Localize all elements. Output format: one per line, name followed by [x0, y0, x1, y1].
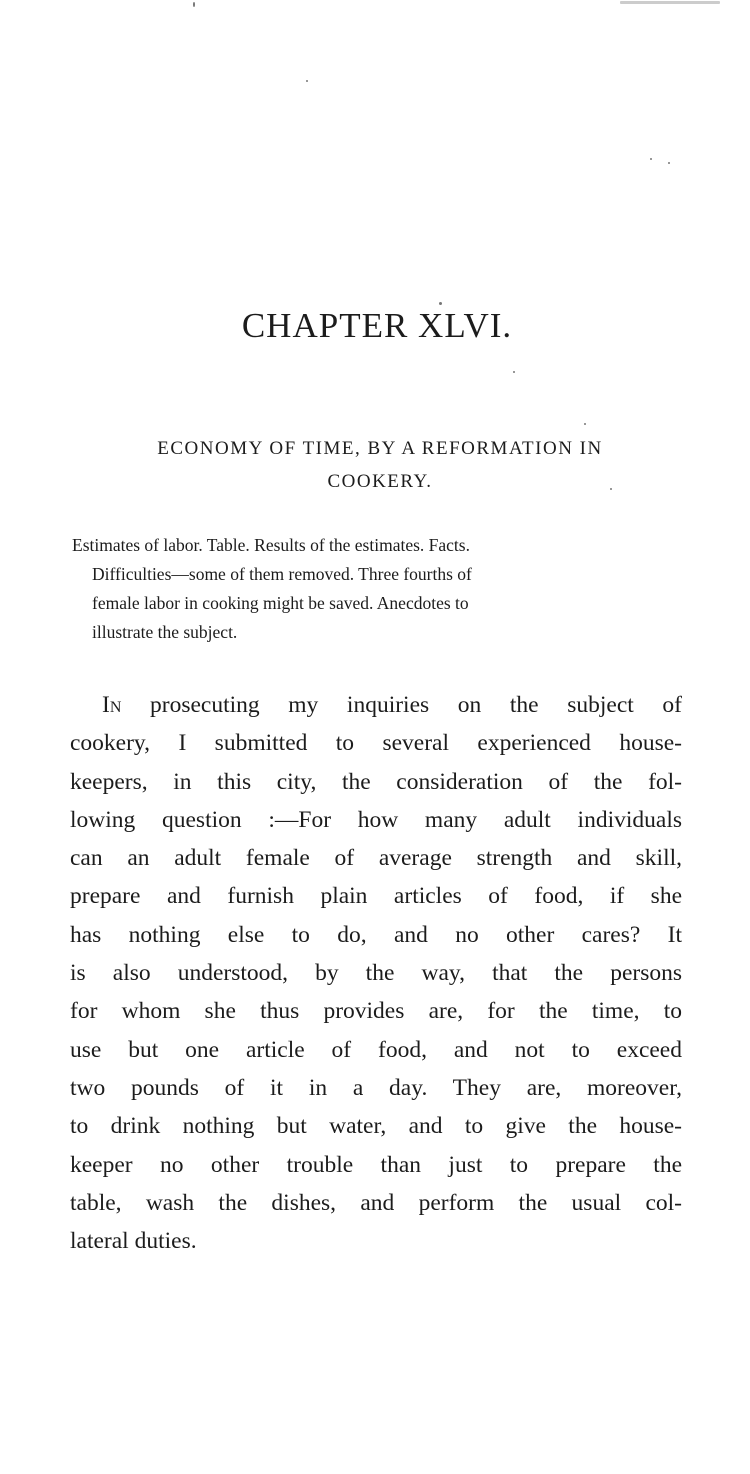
chapter-summary [72, 531, 684, 647]
scan-speck [439, 302, 442, 305]
subtitle-line: COOKERY. [327, 471, 433, 492]
subtitle-line: ECONOMY OF TIME, BY A REFORMATION IN [157, 438, 603, 459]
body-line: to drink nothing but water, and to give the house- [70, 1113, 682, 1140]
body-paragraph [70, 686, 682, 1260]
summary-line: female labor in cooking might be saved. Anecdotes to [92, 593, 469, 613]
summary-line: Estimates of labor. Table. Results of the estimates. Facts. [72, 535, 470, 555]
scan-speck [513, 371, 515, 373]
chapter-title: CHAPTER XLVI. [241, 306, 513, 345]
summary-line: Difficulties—some of them removed. Three fourths of [92, 564, 472, 584]
body-first-word: In [102, 692, 122, 718]
body-line-last: lateral duties. [70, 1228, 197, 1255]
chapter-subtitle [60, 432, 700, 498]
body-line-first [70, 686, 682, 724]
body-line: prepare and furnish plain articles of food, if she [70, 883, 682, 910]
body-line: keeper no other trouble than just to prepare the [70, 1151, 682, 1178]
body-line: keepers, in this city, the consideration of the fol- [70, 768, 682, 795]
body-line: cookery, I submitted to several experienced house- [70, 730, 682, 757]
body-line: use but one article of food, and not to exceed [70, 1036, 682, 1063]
summary-line: illustrate the subject. [92, 622, 238, 642]
scan-speck [306, 80, 308, 82]
scan-speck [668, 162, 670, 164]
body-line: lowing question :—For how many adult individuals [70, 806, 682, 833]
body-line: can an adult female of average strength and skill, [70, 845, 682, 872]
body-line: has nothing else to do, and no other cares? It [70, 921, 682, 948]
scan-speck [620, 1, 720, 4]
body-line: is also understood, by the way, that the persons [70, 960, 682, 987]
scan-speck [584, 423, 586, 425]
scan-speck [193, 2, 195, 7]
body-line: two pounds of it in a day. They are, moreover, [70, 1074, 682, 1101]
body-line: table, wash the dishes, and perform the usual col- [70, 1189, 682, 1216]
body-first-line-rest: prosecuting my inquiries on the subject of [150, 692, 682, 718]
body-line: for whom she thus provides are, for the time, to [70, 998, 682, 1025]
scan-speck [650, 158, 652, 160]
